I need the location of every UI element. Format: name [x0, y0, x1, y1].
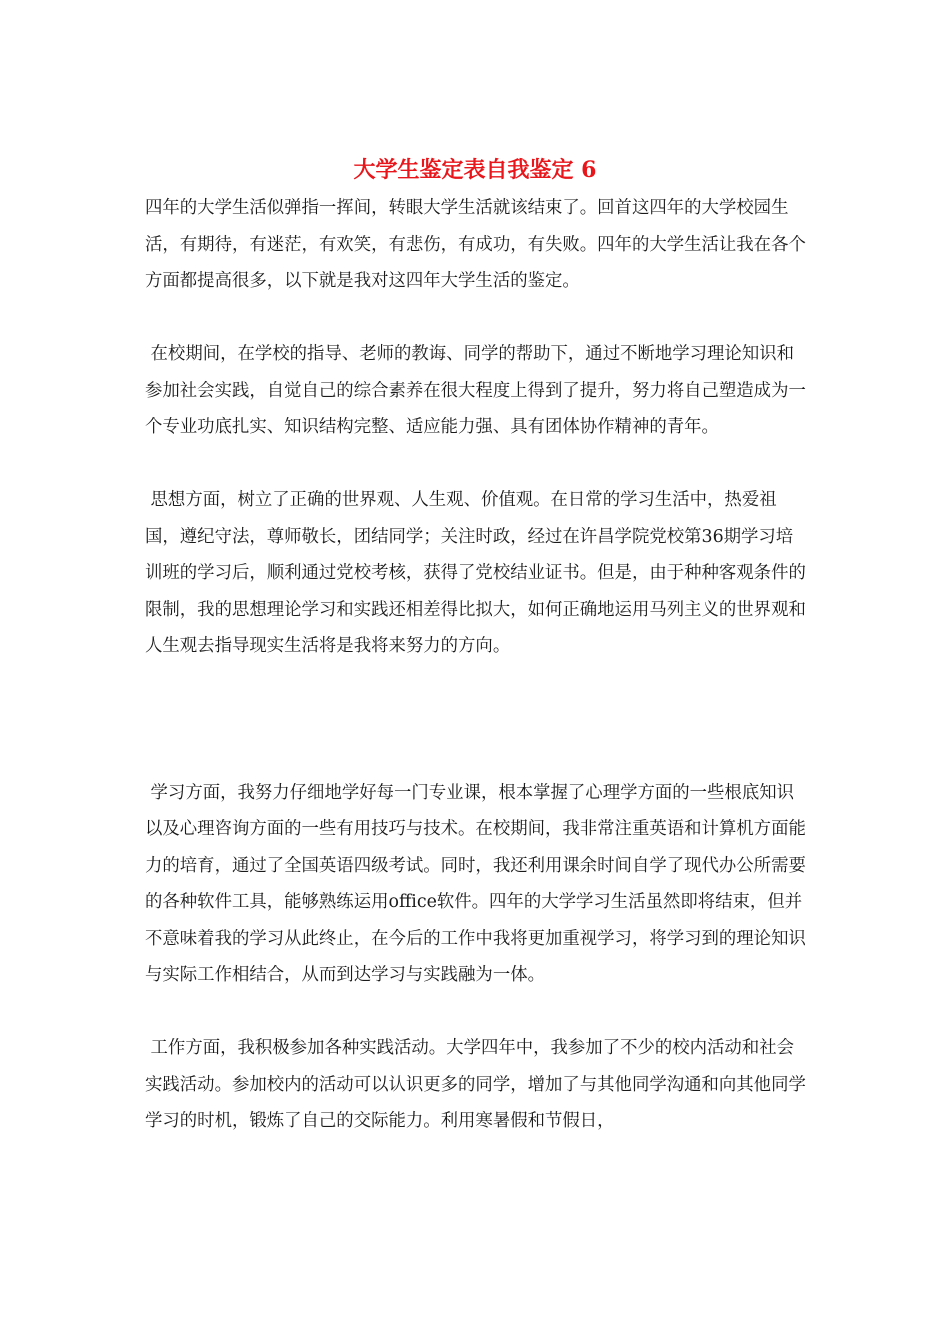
paragraph-study: 学习方面，我努力仔细地学好每一门专业课，根本掌握了心理学方面的一些根底知识以及心理咨询方面的一些有用技巧与技术。在校期间，我非常注重英语和计算机方面能力的培育，通过了全国英语四级考试。同时，我还利用课余时间自学了现代办公所需要的各种软件工具，能够熟练运用office软件。四年的大学学习生活虽然即将结束，但并不意味着我的学习从此终止，在今后的工作中我将更加重视学习，将学习到的理论知识与实际工作相结合，从而到达学习与实践融为一体。	[145, 782, 806, 985]
paragraph-school-period: 在校期间，在学校的指导、老师的教诲、同学的帮助下，通过不断地学习理论知识和参加社会实践，自觉自己的综合素养在很大程度上得到了提升，努力将自己塑造成为一个专业功底扎实、知识结构完整、适应能力强、具有团体协作精神的青年。	[145, 344, 806, 437]
paragraph-ideology: 思想方面，树立了正确的世界观、人生观、价值观。在日常的学习生活中，热爱祖国，遵纪守法，尊师敬长，团结同学；关注时政，经过在许昌学院党校第36期学习培训班的学习后，顺利通过党校考核，获得了党校结业证书。但是，由于种种客观条件的限制，我的思想理论学习和实践还相差得比拟大，如何正确地运用马列主义的世界观和人生观去指导现实生活将是我将来努力的方向。	[145, 490, 806, 656]
paragraph-spacer	[145, 300, 810, 337]
paragraph-spacer	[145, 994, 810, 1031]
paragraph-spacer	[145, 446, 810, 483]
document-body	[145, 190, 810, 1140]
paragraph-intro: 四年的大学生活似弹指一挥间，转眼大学生活就该结束了。回首这四年的大学校园生活，有期待，有迷茫，有欢笑，有悲伤，有成功，有失败。四年的大学生活让我在各个方面都提高很多，以下就是我对这四年大学生活的鉴定。	[145, 198, 806, 291]
document-title: 大学生鉴定表自我鉴定 6	[353, 157, 597, 183]
paragraph-spacer	[145, 665, 810, 775]
paragraph-work: 工作方面，我积极参加各种实践活动。大学四年中，我参加了不少的校内活动和社会实践活动。参加校内的活动可以认识更多的同学，增加了与其他同学沟通和向其他同学学习的时机，锻炼了自己的交际能力。利用寒暑假和节假日，	[145, 1038, 806, 1131]
